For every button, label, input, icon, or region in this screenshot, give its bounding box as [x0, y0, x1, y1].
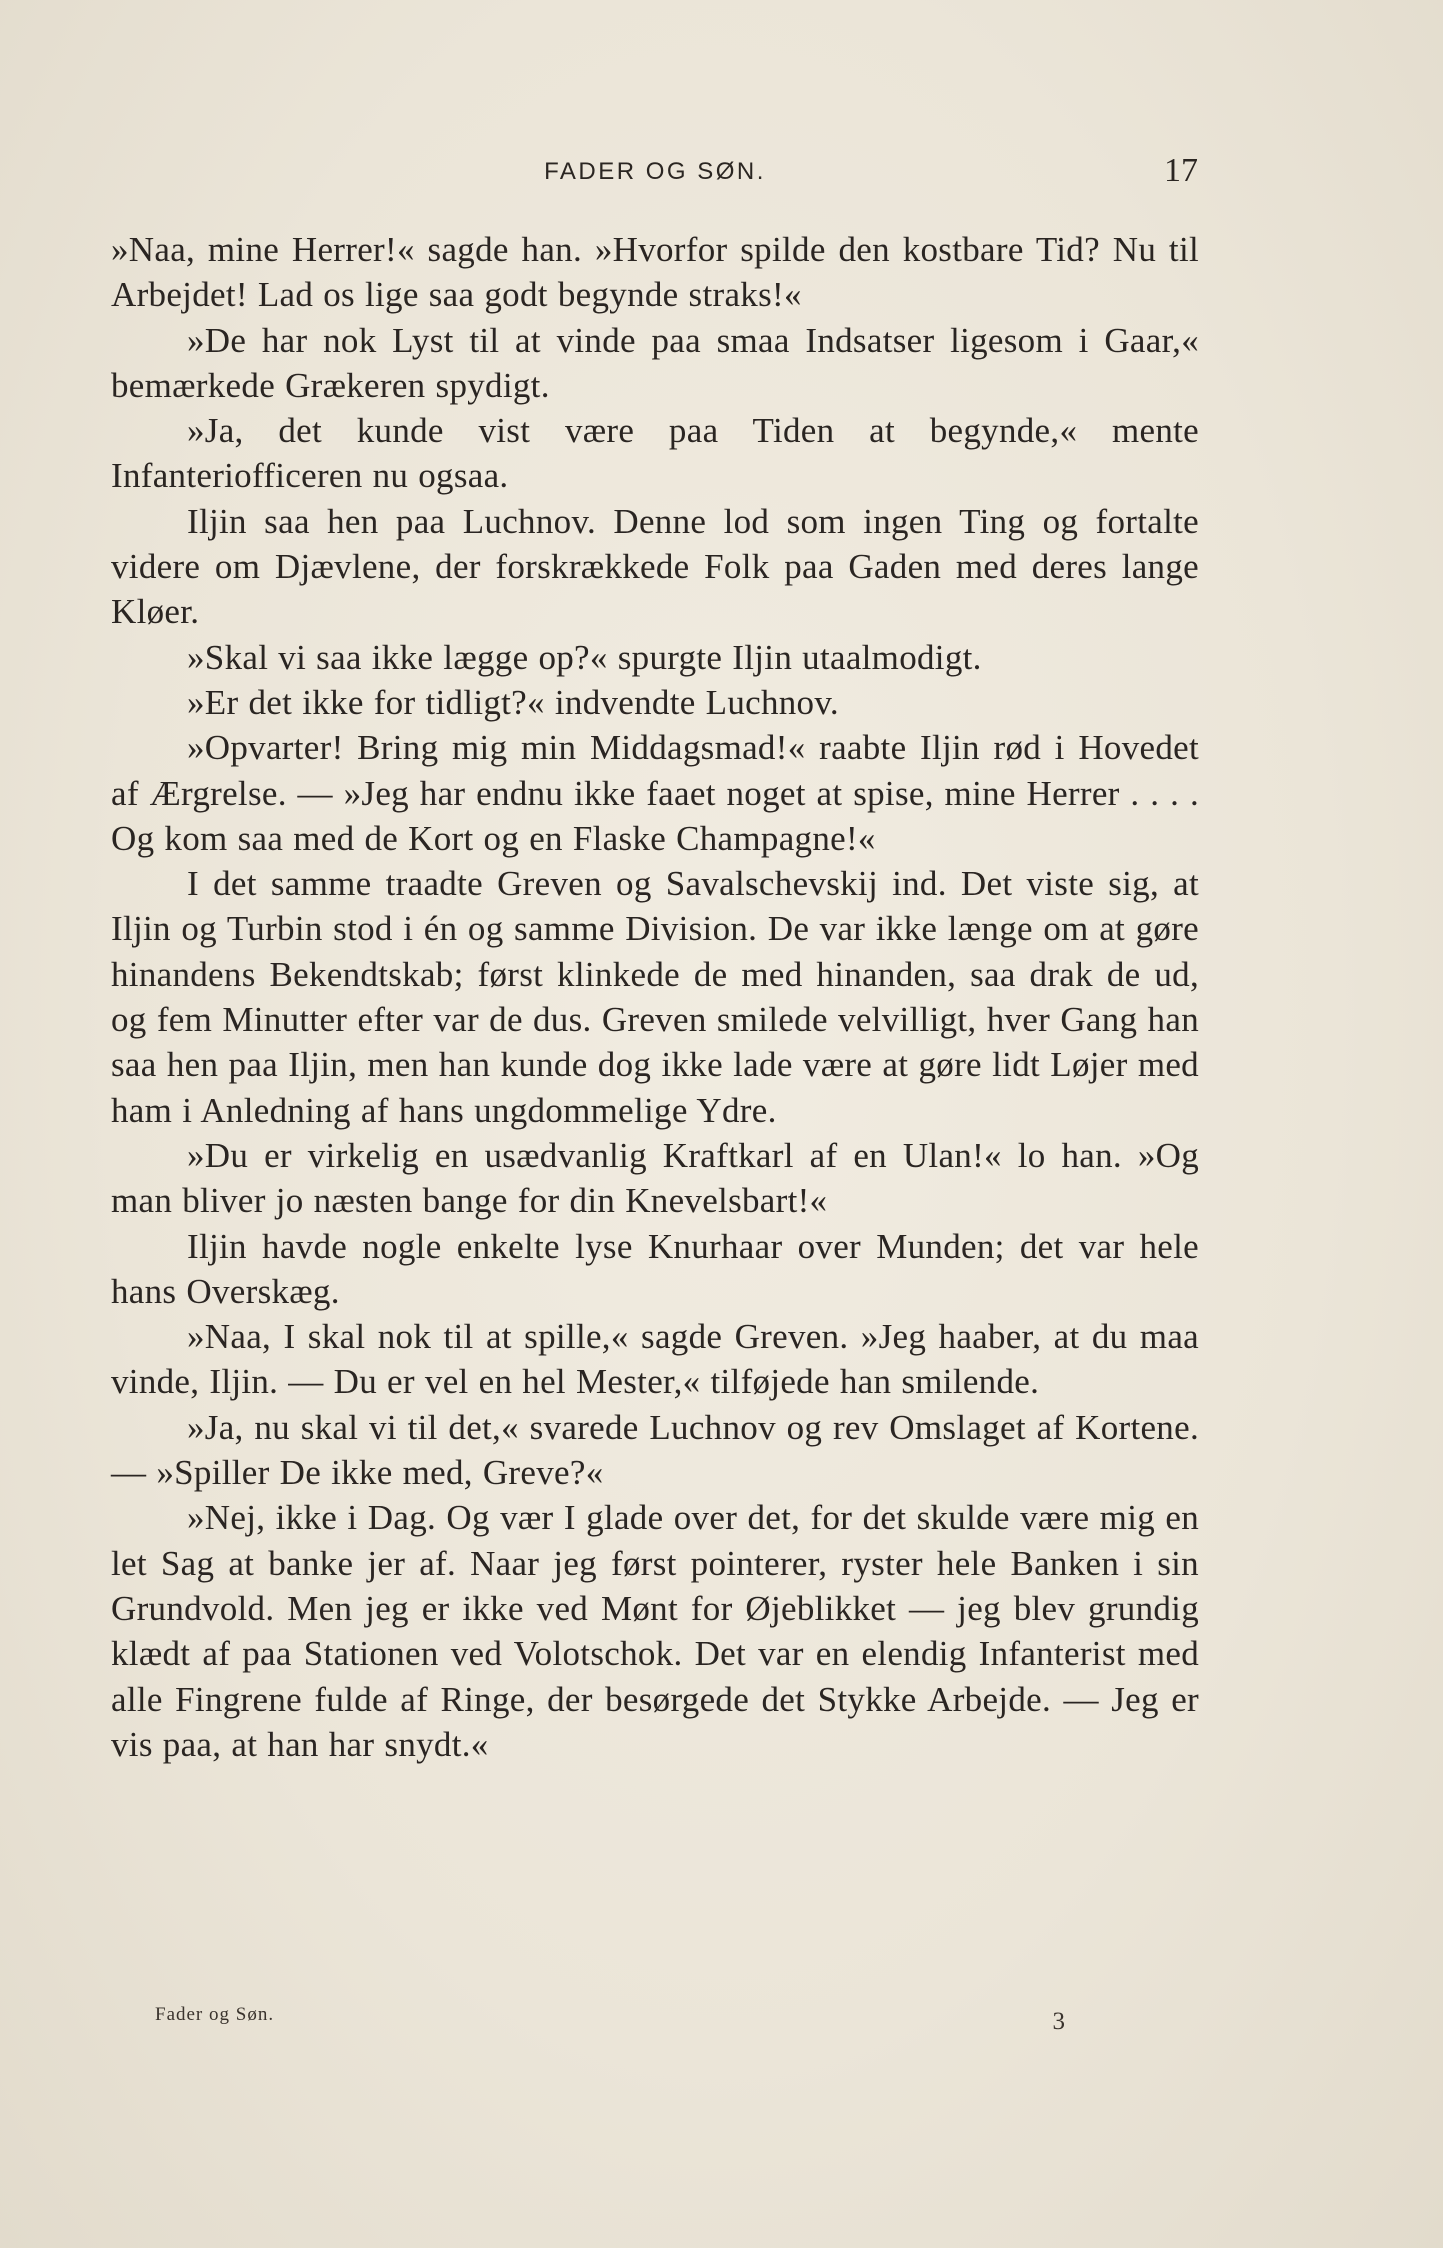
- paragraph: I det samme traadte Greven og Savalschevskij ind. Det viste sig, at Iljin og Turbin stod i én og samme Division. De var ikke længe om at gøre hinandens Bekendtskab; først klinkede de med hinanden, saa drak de ud, og fem Minutter efter var de dus. Greven smilede velvilligt, hver Gang han saa hen paa Iljin, men han kunde dog ikke lade være at gøre lidt Løjer med ham i Anledning af hans ungdommelige Ydre.: [111, 864, 1199, 1130]
- page-footer: [155, 1998, 1065, 2038]
- paragraph: »Er det ikke for tidligt?« indvendte Luchnov.: [187, 682, 839, 722]
- paragraph: »De har nok Lyst til at vinde paa smaa Indsatser ligesom i Gaar,« bemærkede Grækeren spydigt.: [111, 320, 1199, 405]
- page-number: 17: [1164, 152, 1198, 189]
- paragraph: »Ja, nu skal vi til det,« svarede Luchnov og rev Omslaget af Kortene. — »Spiller De ikke med, Greve?«: [111, 1407, 1199, 1493]
- paragraph: »Skal vi saa ikke lægge op?« spurgte Iljin utaalmodigt.: [187, 637, 982, 677]
- paragraph: Iljin havde nogle enkelte lyse Knurhaar over Munden; det var hele hans Overskæg.: [111, 1226, 1199, 1311]
- paragraph: »Opvarter! Bring mig min Middagsmad!« raabte Iljin rød i Hovedet af Ærgrelse. — »Jeg har endnu ikke faaet noget at spise, mine Herrer . . . . Og kom saa med de Kort og en Flaske Champagne!«: [111, 728, 1199, 858]
- paragraph: »Naa, mine Herrer!« sagde han. »Hvorfor spilde den kostbare Tid? Nu til Arbejdet! Lad os lige saa godt begynde straks!«: [111, 230, 1199, 315]
- paragraph: »Ja, det kunde vist være paa Tiden at begynde,« mente Infanteriofficeren nu ogsaa.: [111, 411, 1199, 496]
- paragraph: »Du er virkelig en usædvanlig Kraftkarl af en Ulan!« lo han. »Og man bliver jo næsten bange for din Knevelsbart!«: [111, 1135, 1199, 1221]
- running-title: FADER OG SØN.: [544, 158, 766, 185]
- paragraph: Iljin saa hen paa Luchnov. Denne lod som ingen Ting og fortalte videre om Djævlene, der forskrækkede Folk paa Gaden med deres lange Kløer.: [111, 501, 1199, 632]
- paragraph: »Naa, I skal nok til at spille,« sagde Greven. »Jeg haaber, at du maa vinde, Iljin. — Du er vel en hel Mester,« tilføjede han smilende.: [111, 1317, 1199, 1402]
- paragraph: »Nej, ikke i Dag. Og vær I glade over det, for det skulde være mig en let Sag at banke jer af. Naar jeg først pointerer, ryster hele Banken i sin Grundvold. Men jeg er ikke ved Mønt for Øjeblikket — jeg blev grundig klædt af paa Stationen ved Volotschok. Det var en elendig Infanterist med alle Fingrene fulde af Ringe, der besørgede det Stykke Arbejde. — Jeg er vis paa, at han har snydt.«: [111, 1498, 1199, 1764]
- signature-title: Fader og Søn.: [155, 2004, 275, 2025]
- page-header: [112, 152, 1198, 192]
- signature-mark: 3: [1052, 2008, 1065, 2035]
- body-text: [111, 227, 1199, 1767]
